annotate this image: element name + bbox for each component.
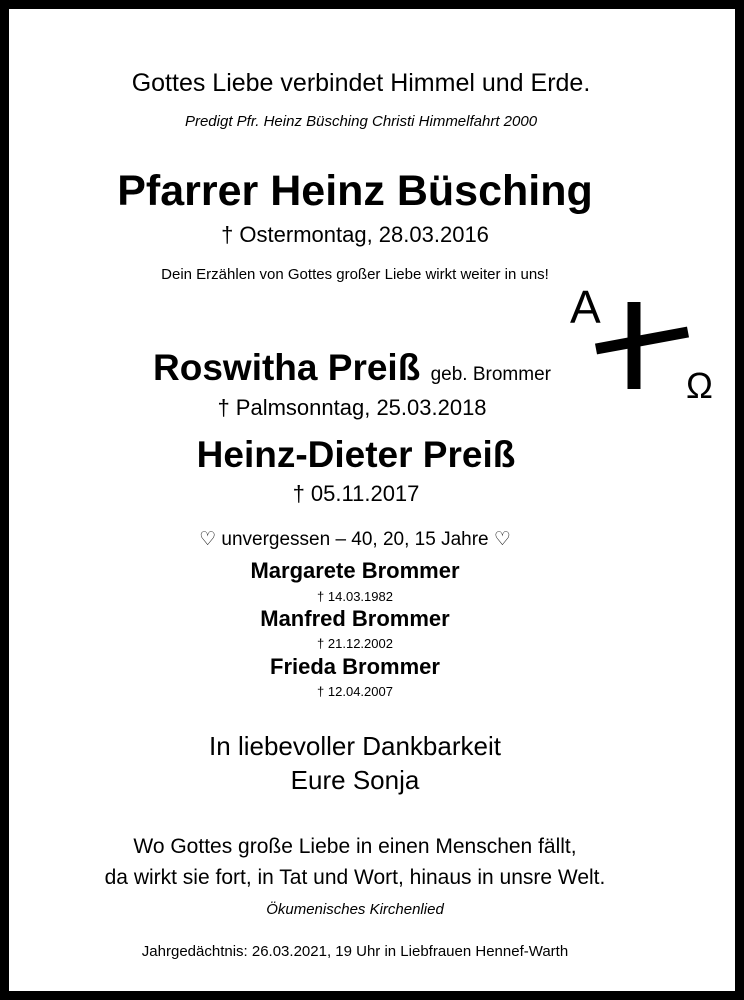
family-name: Margarete Brommer (250, 558, 460, 583)
verse-line: Wo Gottes große Liebe in einen Menschen fällt, (133, 835, 577, 858)
thanks-line: In liebevoller Dankbarkeit (209, 731, 501, 761)
person3-name: Heinz-Dieter Preiß (196, 434, 516, 475)
person2-name-line (0, 347, 724, 389)
person1-tribute: Dein Erzählen von Gottes großer Liebe wirkt weiter in uns! (161, 266, 549, 283)
remembrance-line: ♡ unvergessen – 40, 20, 15 Jahre ♡ (199, 529, 511, 550)
memorial-service-info: Jahrgedächtnis: 26.03.2021, 19 Uhr in Liebfrauen Hennef-Warth (141, 943, 569, 960)
verse-line: da wirkt sie fort, in Tat und Wort, hinaus in unsre Welt. (104, 866, 606, 889)
motto-source: Predigt Pfr. Heinz Büsching Christi Himmelfahrt 2000 (184, 113, 538, 130)
person3-death: † 05.11.2017 (292, 481, 420, 506)
person1-death: † Ostermontag, 28.03.2016 (221, 222, 489, 247)
person2-birth-name: geb. Brommer (430, 364, 551, 385)
alpha-glyph: A (570, 281, 601, 333)
family-death: † 12.04.2007 (317, 684, 393, 699)
verse-source: Ökumenisches Kirchenlied (266, 901, 444, 918)
family-name: Frieda Brommer (270, 654, 440, 679)
person1-name: Pfarrer Heinz Büsching (117, 167, 593, 215)
signature-line: Eure Sonja (290, 765, 420, 795)
family-death: † 14.03.1982 (317, 589, 393, 604)
person2-name: Roswitha Preiß (153, 347, 421, 388)
family-name: Manfred Brommer (260, 606, 450, 631)
motto: Gottes Liebe verbindet Himmel und Erde. (131, 69, 591, 97)
omega-glyph: Ω (686, 365, 713, 406)
family-death: † 21.12.2002 (317, 636, 393, 651)
person2-death: † Palmsonntag, 25.03.2018 (217, 395, 487, 420)
